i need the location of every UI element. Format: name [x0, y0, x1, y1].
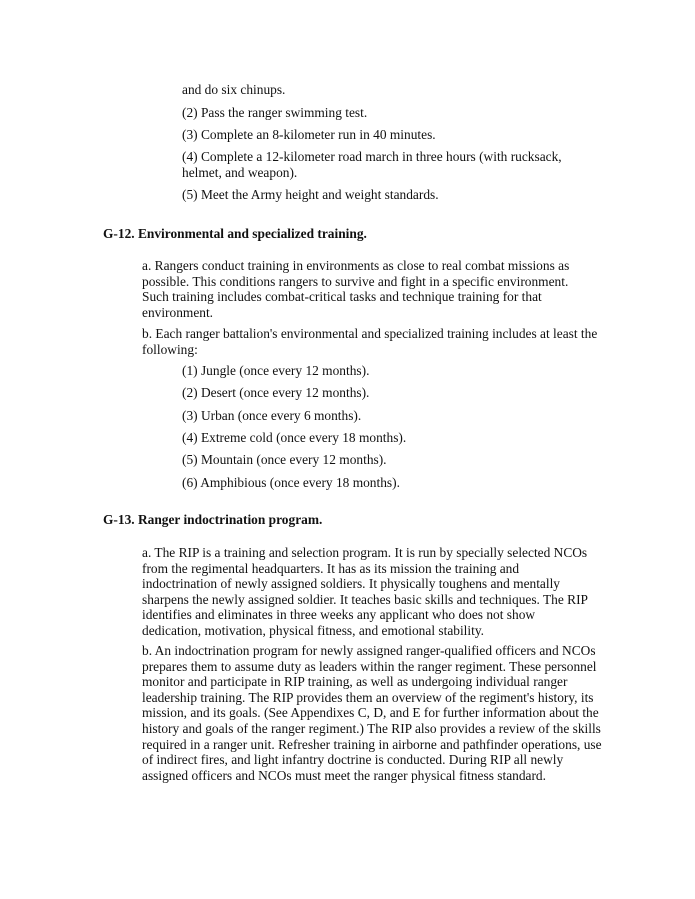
list-item: (2) Pass the ranger swimming test.	[182, 105, 368, 120]
list-item: (1) Jungle (once every 12 months).	[182, 363, 370, 378]
section-heading-g13: G-13. Ranger indoctrination program.	[103, 512, 323, 527]
list-item: (6) Amphibious (once every 18 months).	[182, 475, 400, 490]
paragraph-g13-b: b. An indoctrination program for newly assigned ranger-qualified officers and NCOs prepares them to assume duty as leaders within the ranger regiment. These personnel monitor and participate in RIP training, as well as undergoing individual ranger leadership training. The RIP provides them an overview of the regiment's history, its mission, and its goals. (See Appendixes C, D, and E for further information about the history and goals of the ranger regiment.) The RIP also provides a review of the skills required in a ranger unit. Refresher training in airborne and pathfinder operations, use of indirect fires, and light infantry doctrine is conducted. During RIP all newly assigned officers and NCOs must meet the ranger physical fitness standard.	[142, 643, 602, 783]
list-item: (5) Meet the Army height and weight standards.	[182, 187, 439, 202]
list-item: (4) Complete a 12-kilometer road march in three hours (with rucksack, helmet, and weapon).	[182, 149, 562, 180]
list-item: (5) Mountain (once every 12 months).	[182, 452, 387, 467]
list-item: (2) Desert (once every 12 months).	[182, 385, 370, 400]
paragraph-g12-b: b. Each ranger battalion's environmental and specialized training includes at least the following:	[142, 326, 598, 357]
continuation-text: and do six chinups.	[182, 82, 286, 97]
list-item: (4) Extreme cold (once every 18 months).	[182, 430, 407, 445]
paragraph-g12-a: a. Rangers conduct training in environments as close to real combat missions as possible. This conditions rangers to survive and fight in a specific environment. Such training includes combat-critical tasks and technique training for that environment.	[142, 258, 570, 320]
list-item: (3) Urban (once every 6 months).	[182, 408, 362, 423]
list-item: (3) Complete an 8-kilometer run in 40 minutes.	[182, 127, 436, 142]
paragraph-g13-a: a. The RIP is a training and selection program. It is run by specially selected NCOs from the regimental headquarters. It has as its mission the training and indoctrination of newly assigned soldiers. It physically toughens and mentally sharpens the newly assigned soldier. It teaches basic skills and techniques. The RIP identifies and eliminates in three weeks any applicant who does not show dedication, motivation, physical fitness, and emotional stability.	[142, 545, 588, 638]
section-heading-g12: G-12. Environmental and specialized training.	[103, 226, 367, 241]
